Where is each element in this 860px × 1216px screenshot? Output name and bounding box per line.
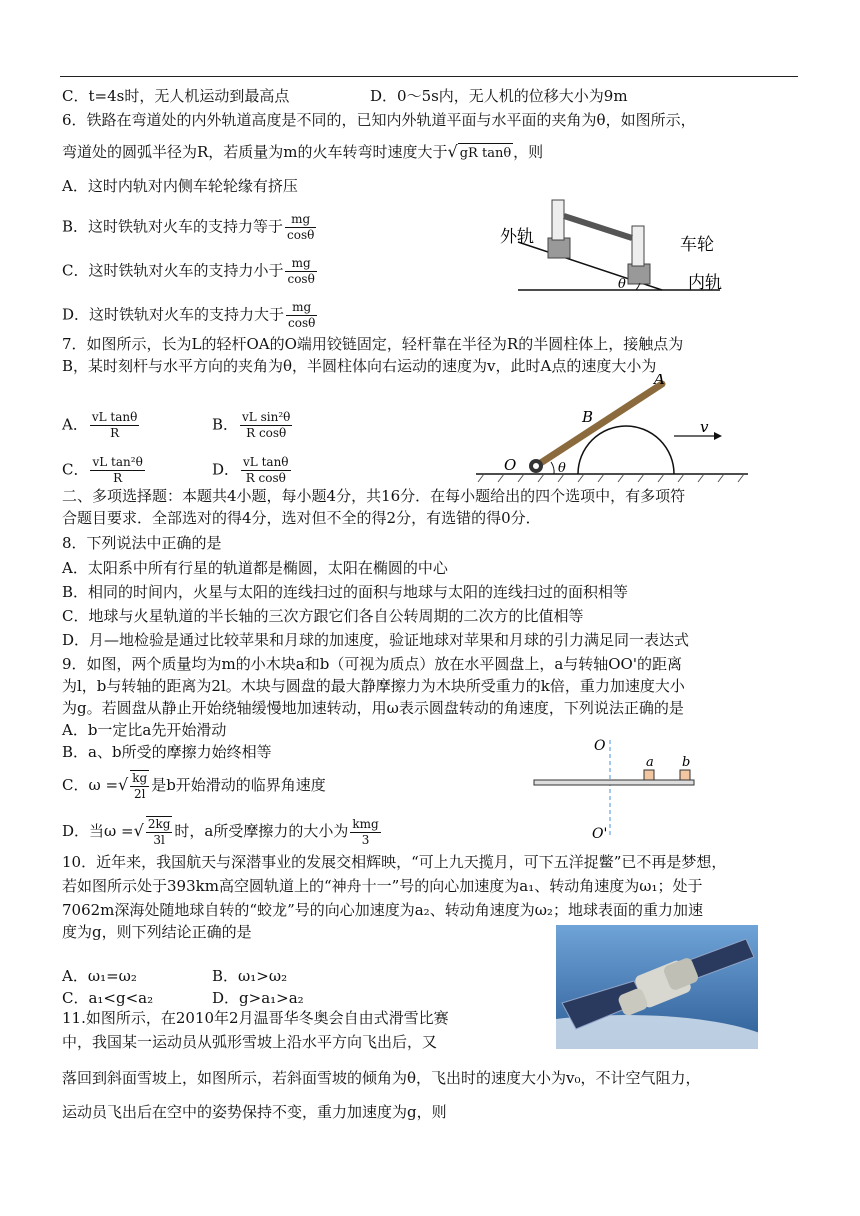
q6-sqrt-expression: gR tanθ	[458, 143, 513, 164]
label-theta: θ	[618, 277, 626, 292]
q7-option-d-label: D．	[212, 460, 240, 479]
q11-stem-line3: 落回到斜面雪坡上，如图所示，若斜面雪坡的倾角为θ，飞出时的速度大小为v₀，不计空气阻力，	[62, 1069, 701, 1087]
q8-option-b: B．相同的时间内，火星与太阳的连线扫过的面积与地球与太阳的连线扫过的面积相等	[62, 583, 629, 601]
frac-num: vL tanθ	[243, 455, 289, 469]
q6-stem-line1: 6．铁路在弯道处的内外轨道高度是不同的，已知内外轨道平面与水平面的夹角为θ，如图所示，	[62, 111, 696, 129]
q9-stem-line2: 为l，b与转轴的距离为2l。木块与圆盘的最大静摩擦力为木块所受重力的k倍，重力加速度大小	[62, 677, 685, 695]
q9-option-c-suffix: 是b开始滑动的临界角速度	[151, 776, 326, 794]
q6-option-a: A．这时内轨对内侧车轮轮缘有挤压	[62, 177, 298, 195]
q9-option-d-middle: 时，a所受摩擦力的大小为	[174, 822, 349, 840]
q5-option-c: C．t=4s时，无人机运动到最高点	[62, 87, 290, 105]
q6-stem-end: ，则	[513, 143, 544, 161]
q9-option-d-force-fraction	[350, 817, 380, 848]
label-O: O	[504, 456, 517, 474]
section2-intro-line1: 二、多项选择题：本题共4小题，每小题4分，共16分．在每小题给出的四个选项中，有多项符	[62, 487, 686, 505]
fraction-mg-over-cos	[285, 212, 316, 243]
q9-option-c: C．ω =√ $\frac{kg}{2l}$ 是b开始滑动的临界角速度	[62, 771, 326, 801]
q9-option-d-sqrt-fraction	[146, 816, 173, 848]
q9-stem-line1: 9．如图，两个质量均为m的小木块a和b（可视为质点）放在水平圆盘上，a与转轴OO'的距离	[62, 655, 682, 673]
q10-option-b: B．ω₁>ω₂	[212, 967, 288, 985]
q9-option-c-prefix: C．ω =	[62, 776, 119, 794]
q6-option-b	[62, 212, 318, 243]
frac-num: mg	[285, 212, 316, 228]
q6-option-b-text: B．这时铁轨对火车的支持力等于	[62, 217, 284, 236]
q7-option-c	[62, 455, 147, 486]
frac-den: 3	[361, 832, 370, 847]
q10-stem-line3: 7062m深海处随地球自转的“蛟龙”号的向心加速度为a₂、转动角速度为ω₂；地球表面的重力加速	[62, 901, 703, 919]
q10-option-c: C．a₁<g<a₂	[62, 989, 154, 1007]
section2-intro-line2: 合题目要求．全部选对的得4分，选对但不全的得2分，有选错的得0分．	[62, 509, 541, 527]
label-outer-rail: 外轨	[500, 227, 534, 246]
rotating-disk-figure	[530, 736, 710, 840]
frac-num: vL tanθ	[91, 410, 138, 424]
q9-stem-line3: 为g。若圆盘从静止开始绕轴缓慢地加速转动，用ω表示圆盘转动的角速度，下列说法正确的是	[62, 699, 684, 717]
q6-option-d-text: D．这时铁轨对火车的支持力大于	[62, 305, 285, 324]
fraction-mg-over-cos	[285, 256, 316, 287]
q5-option-d: D．0～5s内，无人机的位移大小为9m	[370, 87, 628, 105]
q9-option-a: A．b一定比a先开始滑动	[62, 721, 227, 739]
label-b: b	[682, 755, 691, 770]
frac-den: 2l	[133, 787, 146, 801]
railway-curve-figure	[490, 186, 740, 298]
frac-den: R	[110, 426, 120, 440]
q7-option-b-fraction	[240, 410, 292, 441]
q10-stem-line2: 若如图所示处于393km高空圆轨道上的“神舟十一”号的向心加速度为a₁、转动角速度为ω₁；处于	[62, 877, 703, 895]
label-inner-rail: 内轨	[688, 273, 722, 292]
q9-option-d: D．当ω =√ $\frac{2kg}{3l}$ 时，a所受摩擦力的大小为 $\frac{\text{kmg}}{3}$	[62, 816, 379, 847]
q7-stem-line1: 7．如图所示，长为L的轻杆OA的O端用铰链固定，轻杆靠在半径为R的半圆柱体上，接触点为	[62, 335, 684, 353]
q9-option-c-sqrt-fraction	[130, 770, 149, 802]
label-wheel: 车轮	[680, 235, 714, 254]
rod-on-half-cylinder-figure	[474, 374, 754, 484]
frac-den: R cosθ	[246, 426, 287, 440]
q7-option-c-fraction	[90, 455, 144, 486]
q7-option-a-label: A．	[62, 415, 88, 434]
spacecraft-photo	[556, 925, 758, 1049]
label-A: A	[654, 374, 665, 388]
frac-num: kg	[132, 771, 148, 785]
q9-option-d-prefix: D．当ω =	[62, 822, 134, 840]
frac-num: mg	[286, 300, 317, 316]
q7-option-d-fraction	[241, 455, 291, 486]
q10-stem-line4: 度为g，则下列结论正确的是	[62, 923, 252, 941]
q10-option-a: A．ω₁=ω₂	[62, 967, 137, 985]
frac-num: 2kg	[147, 817, 171, 831]
label-O-top: O	[594, 738, 606, 754]
q11-stem-line1: 11.如图所示，在2010年2月温哥华冬奥会自由式滑雪比赛	[62, 1009, 449, 1027]
frac-den: 3l	[153, 833, 165, 847]
q8-option-c: C．地球与火星轨道的半长轴的三次方跟它们各自公转周期的二次方的比值相等	[62, 607, 584, 625]
q6-stem-text: 弯道处的圆弧半径为R，若质量为m的火车转弯时速度大于	[62, 143, 448, 161]
q8-option-a: A．太阳系中所有行星的轨道都是椭圆，太阳在椭圆的中心	[62, 559, 448, 577]
frac-den: R	[113, 471, 123, 485]
frac-num: kmg	[352, 816, 379, 831]
label-O-prime: O'	[592, 826, 608, 840]
frac-den: cosθ	[287, 228, 315, 242]
frac-num: vL sin²θ	[242, 410, 291, 424]
q9-option-b: B．a、b所受的摩擦力始终相等	[62, 743, 272, 761]
label-theta: θ	[558, 461, 566, 476]
label-B: B	[582, 408, 594, 426]
label-a: a	[646, 755, 654, 770]
q7-option-a	[62, 410, 141, 441]
q10-option-d: D．g>a₁>a₂	[212, 989, 304, 1007]
q7-option-b	[212, 410, 294, 441]
fraction-mg-over-cos	[286, 300, 317, 331]
frac-num: mg	[285, 256, 316, 272]
q6-option-c-text: C．这时铁轨对火车的支持力小于	[62, 261, 284, 280]
q11-stem-line2: 中，我国某一运动员从弧形雪坡上沿水平方向飞出后，又	[62, 1033, 438, 1051]
frac-num: vL tan²θ	[92, 455, 143, 469]
q7-option-b-label: B．	[212, 415, 239, 434]
q6-option-c	[62, 256, 319, 287]
q10-stem-line1: 10．近年来，我国航天与深潜事业的发展交相辉映，“可上九天揽月，可下五洋捉鳖”已不再是梦想，	[62, 853, 727, 871]
label-v: v	[700, 418, 709, 436]
q7-option-a-fraction	[90, 410, 140, 441]
q7-option-c-label: C．	[62, 460, 89, 479]
q6-option-d	[62, 300, 319, 331]
frac-den: R cosθ	[245, 471, 286, 485]
q7-stem-line2: B，某时刻杆与水平方向的夹角为θ，半圆柱体向右运动的速度为v，此时A点的速度大小为	[62, 357, 657, 375]
q8-stem: 8．下列说法中正确的是	[62, 534, 222, 552]
q7-option-d	[212, 455, 293, 486]
frac-den: cosθ	[288, 316, 316, 330]
frac-den: cosθ	[287, 272, 315, 286]
q8-option-d: D．月—地检验是通过比较苹果和月球的加速度，验证地球对苹果和月球的引力满足同一表达式	[62, 631, 690, 649]
q11-stem-line4: 运动员飞出后在空中的姿势保持不变，重力加速度为g，则	[62, 1103, 447, 1121]
header-rule	[60, 76, 798, 77]
q6-stem-line2: 弯道处的圆弧半径为R，若质量为m的火车转弯时速度大于√ gR tanθ ，则	[62, 142, 543, 164]
